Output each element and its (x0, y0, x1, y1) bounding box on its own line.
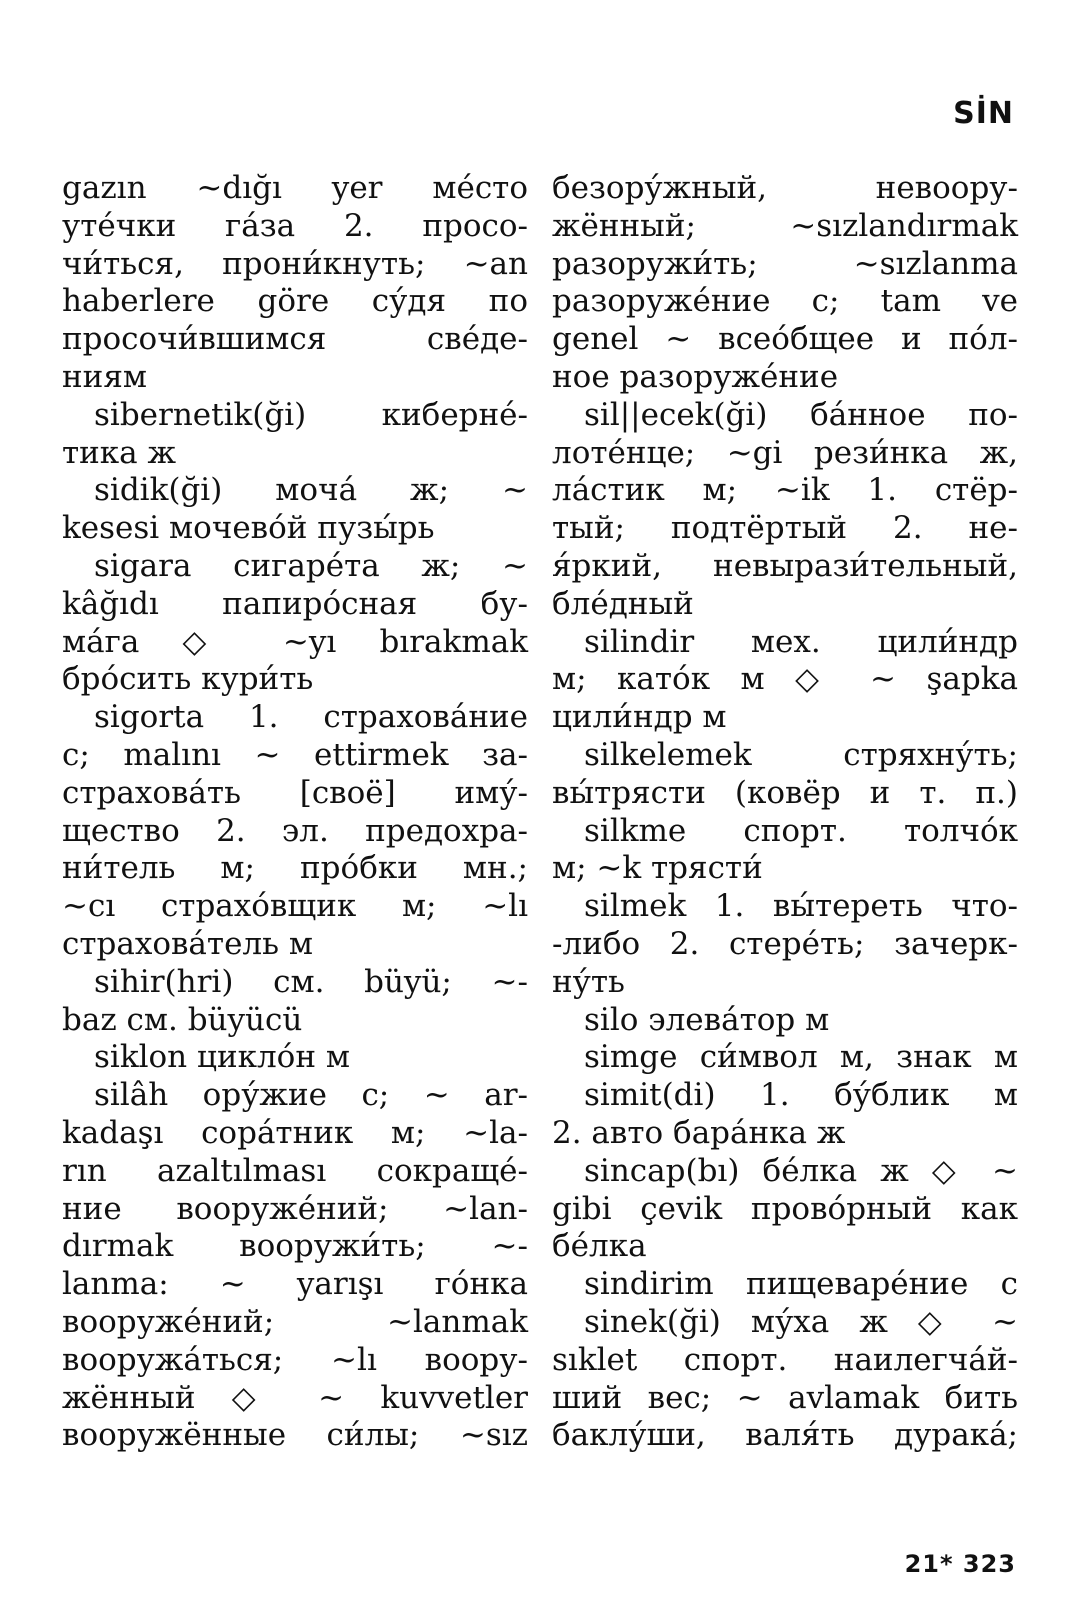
dictionary-line: бле́дный (552, 585, 694, 622)
dictionary-line: ное разоруже́ние (552, 358, 839, 395)
dictionary-line: страхова́ть [своё] иму́- (62, 774, 528, 811)
running-head: SİN (953, 96, 1014, 131)
dictionary-line: simit(di) 1. бу́блик м (584, 1077, 1018, 1114)
dictionary-line: баклу́ши, валя́ть дурака́; (552, 1417, 1018, 1454)
dictionary-line: вы́трясти (ковёр и т. п.) (552, 774, 1018, 811)
dictionary-line: я́ркий, невырази́тельный, (552, 547, 1018, 584)
left-column (62, 170, 528, 1455)
dictionary-line: жённый; ~sızlandırmak (552, 207, 1018, 244)
dictionary-line: ла́стик м; ~ik 1. стёр- (552, 472, 1018, 509)
dictionary-line: genel ~ всео́бщее и по́л- (552, 321, 1018, 358)
dictionary-line: ниям (62, 358, 147, 395)
dictionary-line: 2. авто бара́нка ж (552, 1114, 846, 1151)
dictionary-line: ни́тель м; про́бки мн.; (62, 850, 528, 887)
dictionary-line: ну́ть (552, 963, 625, 1000)
dictionary-line: с; malını ~ ettirmek за- (62, 736, 528, 773)
dictionary-line: вооруже́ний; ~lanmak (62, 1303, 528, 1340)
dictionary-line: gibi çevik прово́рный как (552, 1190, 1018, 1227)
dictionary-line: sidik(ği) моча́ ж; ~ (94, 472, 528, 509)
dictionary-line: щество 2. эл. предохра- (62, 812, 528, 849)
dictionary-line: sil||ecek(ği) ба́нное по- (584, 396, 1018, 433)
dictionary-line: бро́сить кури́ть (62, 661, 314, 698)
dictionary-line: ма́га ◇ ~yı bırakmak (62, 623, 528, 660)
dictionary-line: silo элева́тор м (584, 1001, 830, 1038)
dictionary-line: ние вооруже́ний; ~lan- (62, 1190, 528, 1227)
dictionary-line: silmek 1. вы́тереть что- (584, 888, 1018, 925)
dictionary-line: lanma: ~ yarışı го́нка (62, 1266, 528, 1303)
dictionary-line: м; ~k трясти́ (552, 850, 763, 887)
dictionary-line: silkme спорт. толчо́к (584, 812, 1018, 849)
dictionary-line: haberlere göre су́дя по (62, 283, 528, 320)
dictionary-line: тый; подтёртый 2. не- (552, 510, 1018, 547)
dictionary-line: тика ж (62, 434, 177, 471)
dictionary-line: ~cı страхо́вщик м; ~lı (62, 888, 528, 925)
dictionary-line: kesesi мочево́й пузы́рь (62, 510, 435, 547)
page-footer: 21* 323 (904, 1550, 1016, 1578)
dictionary-line: страхова́тель м (62, 925, 313, 962)
dictionary-line: вооружённые си́лы; ~sız (62, 1417, 528, 1454)
dictionary-line: kadaşı сора́тник м; ~la- (62, 1114, 528, 1151)
right-column (552, 170, 1018, 1455)
dictionary-line: sinek(ği) му́ха ж ◇ ~ (584, 1303, 1018, 1340)
dictionary-line: чи́ться, прони́кнуть; ~an (62, 245, 528, 282)
dictionary-line: -либо 2. стере́ть; зачерк- (552, 925, 1018, 962)
dictionary-line: уте́чки га́за 2. просо- (62, 207, 528, 244)
dictionary-line: просочи́вшимся све́де- (62, 321, 528, 358)
dictionary-line: sibernetik(ği) киберне́- (94, 396, 528, 433)
dictionary-line: simge си́мвол м, знак м (584, 1039, 1018, 1076)
dictionary-line: sihir(hri) см. büyü; ~- (94, 963, 528, 1000)
dictionary-line: ший вес; ~ avlamak бить (552, 1379, 1018, 1416)
dictionary-line: sindirim пищеваре́ние с (584, 1266, 1018, 1303)
dictionary-line: sigara сигаре́та ж; ~ (94, 547, 528, 584)
dictionary-line: baz см. büyücü (62, 1001, 303, 1038)
dictionary-line: sıklet спорт. наилегча́й- (552, 1341, 1018, 1378)
dictionary-line: разоружи́ть; ~sızlanma (552, 245, 1018, 282)
dictionary-line: sigorta 1. страхова́ние (94, 699, 528, 736)
dictionary-line: вооружа́ться; ~lı воору- (62, 1341, 528, 1378)
dictionary-line: silkelemek стряхну́ть; (584, 736, 1018, 773)
dictionary-line: kâğıdı папиро́сная бу- (62, 585, 528, 622)
dictionary-line: бе́лка (552, 1228, 647, 1265)
dictionary-line: dırmak вооружи́ть; ~- (62, 1228, 528, 1265)
dictionary-line: жённый ◇ ~ kuvvetler (62, 1379, 528, 1416)
dictionary-line: silâh ору́жие с; ~ ar- (94, 1077, 528, 1114)
dictionary-line: rın azaltılması сокраще́- (62, 1152, 528, 1189)
dictionary-line: безору́жный, невоору- (552, 170, 1018, 206)
dictionary-line: sincap(bı) бе́лка ж ◇ ~ (584, 1152, 1018, 1189)
dictionary-line: silindir мех. цили́ндр (584, 623, 1018, 660)
dictionary-line: цили́ндр м (552, 699, 727, 736)
dictionary-line: разоруже́ние с; tam ve (552, 283, 1018, 320)
dictionary-line: лоте́нце; ~gi рези́нка ж, (552, 434, 1018, 471)
dictionary-line: gazın ~dığı yer ме́сто (62, 170, 528, 206)
dictionary-line: siklon цикло́н м (94, 1039, 350, 1076)
dictionary-line: м; като́к м ◇ ~ şapka (552, 661, 1018, 698)
